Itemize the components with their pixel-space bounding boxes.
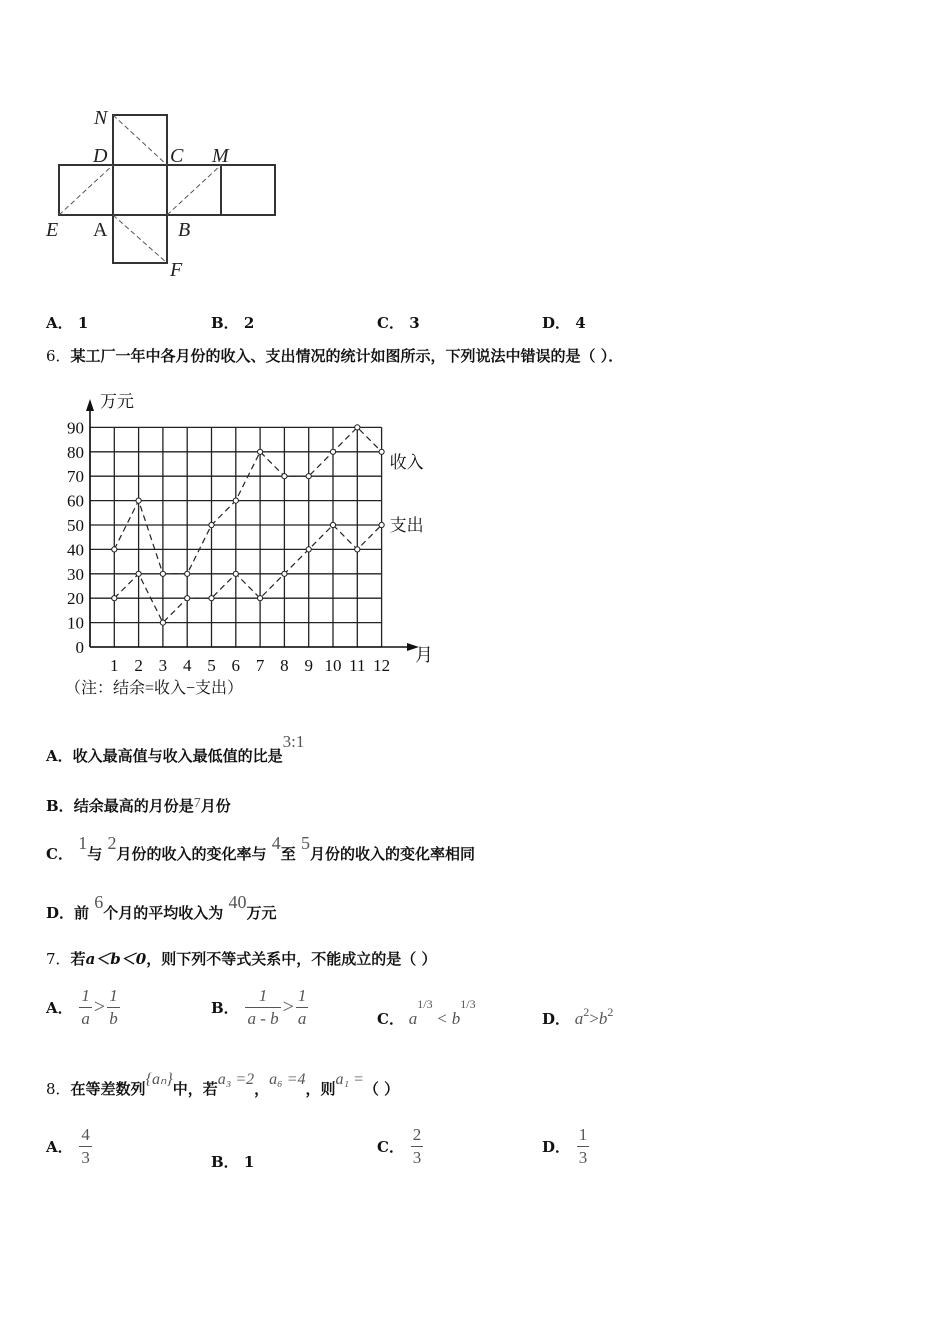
- x-axis-label: 月: [415, 645, 433, 665]
- q5-option-c-text: 3: [409, 314, 420, 332]
- label-c: C: [170, 145, 184, 167]
- q6-option-d[interactable]: [46, 892, 277, 923]
- q7-option-b-den1: a - b: [247, 1009, 279, 1028]
- x-tick-label: 1: [110, 656, 119, 675]
- x-tick-label: 4: [182, 656, 192, 675]
- data-point: [355, 425, 360, 430]
- q6-number: 6．: [46, 347, 71, 365]
- q7-stem-pre: 若: [70, 950, 86, 968]
- q8-option-d-frac: [577, 1124, 590, 1169]
- y-tick-label: 70: [67, 467, 84, 487]
- q7-option-b-num2: 1: [297, 986, 307, 1005]
- q7-option-a-num2: 1: [109, 986, 118, 1005]
- q6-option-d-m1: 6: [94, 892, 104, 912]
- q6-option-d-m2: 40: [228, 892, 247, 912]
- q8-t3: ，: [254, 1080, 270, 1098]
- q8-option-a-frac: [79, 1124, 92, 1169]
- q6-option-c-t3: 至: [280, 845, 296, 863]
- q5-option-d-text: 4: [575, 314, 586, 332]
- data-point: [282, 571, 287, 576]
- series-label-income: 收入: [389, 452, 424, 472]
- q8-option-b-text: 1: [243, 1153, 255, 1171]
- q6-option-c-m2: 2: [107, 833, 117, 853]
- data-point: [136, 571, 141, 576]
- data-point: [379, 522, 384, 527]
- q6-option-a-letter: A．: [46, 747, 73, 765]
- x-tick-label: 9: [304, 656, 313, 675]
- q6-option-d-t1: 前: [74, 904, 90, 922]
- q8-option-b[interactable]: [211, 1151, 254, 1172]
- data-point: [306, 474, 311, 479]
- data-point: [258, 449, 263, 454]
- q8-option-d-num: 1: [578, 1125, 588, 1144]
- q6-option-a-text: 收入最高值与收入最低值的比是: [72, 747, 283, 765]
- q8-option-d-den: 3: [578, 1148, 588, 1167]
- x-tick-label: 12: [373, 656, 391, 675]
- q8-cond1: a₃ =2: [217, 1071, 255, 1088]
- q5-option-b-text: 2: [243, 314, 255, 332]
- data-point: [112, 547, 117, 552]
- y-tick-label: 20: [67, 589, 84, 609]
- q7-stem: [46, 948, 436, 969]
- q8-option-a-den: 3: [81, 1148, 90, 1167]
- q7-option-a[interactable]: [46, 985, 122, 1030]
- q6-option-b[interactable]: [46, 795, 231, 816]
- q8-sequence: {aₙ}: [145, 1071, 173, 1088]
- x-tick-label: 6: [231, 656, 241, 675]
- q5-option-c-letter: C．: [377, 314, 404, 332]
- y-tick-label: 10: [67, 613, 84, 633]
- q8-option-c-frac: [411, 1124, 424, 1169]
- q8-cond3: a₁ =: [335, 1071, 364, 1088]
- q5-option-c[interactable]: [377, 312, 420, 333]
- q7-option-a-den2: b: [109, 1009, 118, 1028]
- q7-option-c-exp2: 1/3: [460, 997, 476, 1011]
- q5-option-a-text: 1: [77, 314, 89, 332]
- q8-option-c-letter: C．: [377, 1138, 404, 1156]
- data-point: [209, 522, 214, 527]
- data-point: [136, 498, 141, 503]
- q6-option-a-math: 3:1: [282, 732, 305, 751]
- q7-option-d-rel: >: [589, 1009, 599, 1028]
- q8-option-c-num: 2: [412, 1125, 422, 1144]
- q7-option-c[interactable]: [377, 997, 476, 1029]
- y-tick-label: 0: [75, 638, 84, 657]
- data-point: [355, 547, 360, 552]
- q5-option-d-letter: D．: [542, 314, 571, 332]
- q6-stem-text: 某工厂一年中各月份的收入、支出情况的统计如图所示，下列说法中错误的是（ ）．: [70, 347, 624, 365]
- q6-option-b-letter: B．: [46, 797, 74, 815]
- q7-option-b-num1: 1: [258, 986, 268, 1005]
- x-tick-label: 5: [207, 656, 216, 675]
- series-label-expense: 支出: [389, 516, 424, 535]
- q6-option-c-t4: 月份的收入的变化率相同: [309, 845, 475, 863]
- q8-t1: 在等差数列: [70, 1080, 146, 1098]
- q8-cond2: a₆ =4: [269, 1071, 306, 1088]
- q5-option-d[interactable]: [542, 312, 586, 333]
- q6-option-b-tail: 月份: [200, 797, 231, 815]
- q7-option-a-rel: >: [93, 996, 106, 1018]
- q7-option-d-exp2: 2: [607, 1005, 614, 1019]
- q5-option-a[interactable]: [46, 312, 88, 333]
- x-tick-label: 7: [255, 656, 265, 675]
- q6-option-b-math: 7: [193, 796, 201, 811]
- q5-option-b-letter: B．: [211, 314, 239, 332]
- q8-option-a-num: 4: [81, 1125, 90, 1144]
- data-point: [282, 474, 287, 479]
- data-point: [160, 620, 165, 625]
- y-tick-label: 50: [67, 516, 84, 535]
- data-point: [233, 498, 238, 503]
- x-tick-label: 3: [158, 656, 168, 675]
- q7-stem-post: ，则下列不等式关系中，不能成立的是（ ）: [146, 950, 437, 968]
- data-point: [112, 596, 117, 601]
- data-point: [160, 571, 165, 576]
- q5-option-b[interactable]: [211, 312, 254, 333]
- q6-option-d-t3: 万元: [246, 904, 277, 922]
- q7-option-c-rel: <: [437, 1009, 447, 1028]
- label-d: D: [93, 145, 108, 167]
- data-point: [330, 449, 335, 454]
- q7-option-c-base2: b: [451, 1009, 461, 1028]
- q7-option-b-den2: a: [297, 1009, 307, 1028]
- q7-option-b-letter: B．: [211, 999, 239, 1017]
- x-tick-label: 10: [324, 656, 342, 675]
- q8-option-b-letter: B．: [211, 1153, 239, 1171]
- q7-option-c-exp1: 1/3: [417, 997, 433, 1011]
- q8-option-c[interactable]: [377, 1124, 425, 1169]
- q8-t4: ，则: [305, 1080, 336, 1098]
- y-tick-label: 80: [67, 442, 84, 462]
- data-point: [185, 596, 190, 601]
- data-point: [379, 449, 384, 454]
- label-f: F: [170, 259, 183, 281]
- q7-option-d-exp1: 2: [583, 1005, 590, 1019]
- q6-option-c-m1: 1: [78, 833, 88, 853]
- q6-option-a[interactable]: [46, 732, 305, 766]
- q5-option-a-letter: A．: [46, 314, 73, 332]
- data-point: [258, 596, 263, 601]
- label-n: N: [94, 107, 108, 129]
- label-b: B: [178, 219, 191, 241]
- q7-option-b[interactable]: [211, 985, 310, 1030]
- data-point: [185, 571, 190, 576]
- q7-option-b-frac1: [245, 985, 280, 1030]
- y-tick-label: 40: [67, 540, 84, 560]
- q6-option-d-t2: 个月的平均收入为: [103, 904, 224, 922]
- q8-option-c-den: 3: [412, 1148, 422, 1167]
- x-tick-label: 11: [349, 656, 366, 675]
- data-point: [209, 596, 214, 601]
- q6-option-c-letter: C．: [46, 845, 73, 863]
- q7-option-a-den1: a: [81, 1009, 90, 1028]
- y-axis-label: 万元: [100, 392, 134, 411]
- q8-t2: 中，若: [172, 1080, 218, 1098]
- q7-option-a-frac1: [79, 985, 92, 1030]
- data-point: [233, 571, 238, 576]
- chart-note: （注：结余=收入−支出）: [65, 680, 244, 697]
- q7-option-a-letter: A．: [46, 999, 73, 1017]
- q6-option-c[interactable]: [46, 833, 475, 864]
- q8-option-a[interactable]: [46, 1124, 94, 1169]
- x-tick-label: 2: [134, 656, 143, 675]
- q7-option-a-frac2: [107, 985, 120, 1030]
- q8-stem: [46, 1071, 400, 1099]
- q6-stem: [46, 345, 623, 366]
- q8-number: 8．: [46, 1080, 71, 1098]
- q7-number: 7．: [46, 950, 71, 968]
- y-tick-label: 30: [67, 564, 84, 584]
- cube-net-figure: [40, 100, 290, 285]
- q6-option-c-t2: 月份的收入的变化率与: [116, 845, 267, 863]
- q8-option-d-letter: D．: [542, 1138, 571, 1156]
- q6-option-c-m4: 5: [300, 833, 310, 853]
- q7-option-d-base2: b: [598, 1009, 608, 1028]
- y-tick-label: 90: [67, 418, 84, 438]
- q7-option-c-base1: a: [408, 1009, 418, 1028]
- q7-option-b-rel: >: [282, 996, 294, 1018]
- q7-option-a-num1: 1: [81, 986, 90, 1005]
- q7-option-d-base1: a: [574, 1009, 584, 1028]
- q6-option-b-text: 结余最高的月份是: [73, 797, 194, 815]
- q6-option-c-t1: 与: [87, 845, 103, 863]
- income-expense-chart: [55, 385, 445, 705]
- q7-condition: a＜b＜0: [85, 950, 147, 968]
- q7-option-d[interactable]: [542, 1005, 614, 1029]
- label-a: A: [93, 219, 108, 241]
- y-axis-arrow: [86, 399, 94, 411]
- q7-option-b-frac2: [296, 985, 309, 1030]
- q6-option-c-m3: 4: [271, 833, 281, 853]
- data-point: [306, 547, 311, 552]
- label-m: M: [212, 145, 229, 167]
- data-point: [330, 522, 335, 527]
- q8-t5: （ ）: [363, 1080, 400, 1098]
- q6-option-d-letter: D．: [46, 904, 75, 922]
- q8-option-d[interactable]: [542, 1124, 591, 1169]
- q7-option-d-letter: D．: [542, 1010, 571, 1028]
- y-tick-label: 60: [67, 491, 84, 511]
- q8-option-a-letter: A．: [46, 1138, 73, 1156]
- x-tick-label: 8: [280, 656, 289, 675]
- label-e: E: [46, 219, 59, 241]
- q7-option-c-letter: C．: [377, 1010, 404, 1028]
